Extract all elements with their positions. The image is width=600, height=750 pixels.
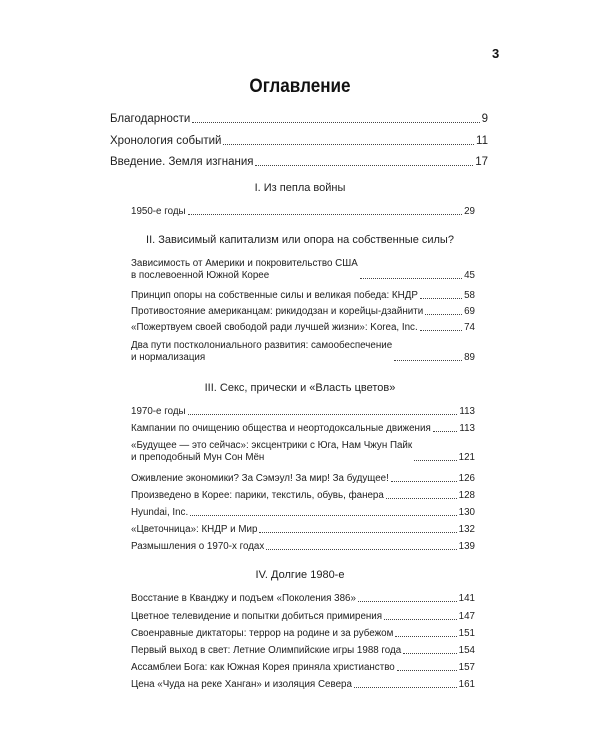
leader-dots: [259, 531, 456, 533]
toc-entry[interactable]: [131, 290, 475, 302]
leader-dots: [358, 600, 457, 602]
toc-entry[interactable]: [131, 679, 475, 691]
leader-dots: [188, 413, 458, 415]
toc-entry-page: 154: [458, 645, 475, 656]
toc-entry[interactable]: [131, 593, 475, 605]
toc-entry-text: Произведено в Корее: парики, текстиль, обувь, фанера: [131, 490, 384, 501]
toc-entry-page: 45: [464, 270, 475, 282]
section-heading-3: III. Секс, прически и «Власть цветов»: [204, 382, 396, 394]
toc-entry-text: Зависимость от Америки и покровительство США в послевоенной Южной Корее: [131, 258, 358, 282]
toc-entry-text: Хронология событий: [110, 135, 222, 147]
leader-dots: [414, 459, 456, 461]
leader-dots: [420, 297, 462, 299]
toc-entry[interactable]: [131, 322, 475, 334]
toc-entry-text: «Будущее — это сейчас»: эксцентрики с Юга, Нам Чжун Пайк и преподобный Мун Сон Мён: [131, 440, 413, 464]
toc-entry-page: 126: [458, 473, 475, 484]
toc-entry-text: Hyundai, Inc.: [131, 507, 189, 518]
toc-entry-text: Кампании по очищению общества и неортодоксальные движения: [131, 423, 431, 434]
toc-entry-text: Два пути постколониального развития: самообеспечение и нормализация: [131, 340, 393, 364]
toc-entry[interactable]: [131, 645, 475, 657]
toc-entry-page: 161: [458, 679, 475, 690]
toc-entry-page: 113: [459, 406, 475, 417]
toc-entry[interactable]: [131, 490, 475, 502]
toc-entry-text: Цена «Чуда на реке Ханган» и изоляция Севера: [131, 679, 352, 690]
toc-entry-text: Благодарности: [110, 113, 191, 125]
toc-entry-page: 121: [458, 452, 475, 464]
toc-entry-introduction[interactable]: [110, 155, 488, 169]
toc-entry-text: Введение. Земля изгнания: [110, 156, 254, 168]
toc-entry[interactable]: [131, 524, 475, 536]
toc-entry-text: Ассамблеи Бога: как Южная Корея приняла христианство: [131, 662, 395, 673]
toc-entry-page: 69: [464, 306, 475, 317]
leader-dots: [395, 635, 456, 637]
toc-entry-page: 9: [481, 113, 488, 125]
leader-dots: [386, 497, 457, 499]
leader-dots: [354, 686, 457, 688]
toc-entry-page: 17: [475, 156, 488, 168]
leader-dots: [397, 669, 457, 671]
toc-entry[interactable]: [131, 423, 475, 435]
toc-entry-page: 157: [458, 662, 475, 673]
toc-entry-page: 58: [464, 290, 475, 301]
toc-entry[interactable]: [131, 628, 475, 640]
leader-dots: [190, 514, 456, 516]
toc-entry-text: Восстание в Кванджу и подъем «Поколения 386»: [131, 593, 356, 604]
toc-entry-page: 113: [459, 423, 475, 434]
leader-dots: [188, 213, 463, 215]
section-heading-4: IV. Долгие 1980-е: [255, 569, 345, 581]
toc-entry-page: 128: [458, 490, 475, 501]
toc-entry-text: «Цветочница»: КНДР и Мир: [131, 524, 258, 535]
leader-dots: [384, 618, 457, 620]
toc-entry-text: Первый выход в свет: Летние Олимпийские игры 1988 года: [131, 645, 402, 656]
section-heading-1: I. Из пепла войны: [254, 182, 346, 194]
toc-entry[interactable]: [131, 440, 475, 464]
toc-entry-page: 130: [458, 507, 475, 518]
toc-entry-page: 74: [464, 322, 475, 333]
toc-entry-page: 11: [476, 135, 488, 147]
page-title: Оглавление: [249, 76, 351, 97]
toc-entry-page: 89: [464, 352, 475, 364]
toc-entry-text: Своенравные диктаторы: террор на родине и за рубежом: [131, 628, 394, 639]
leader-dots: [403, 652, 456, 654]
leader-dots: [192, 121, 479, 123]
toc-entry[interactable]: [131, 507, 475, 519]
page-number: 3: [492, 46, 500, 61]
toc-entry[interactable]: [131, 473, 475, 485]
toc-entry[interactable]: [131, 258, 475, 282]
toc-entry-text: 1970-е годы: [131, 406, 186, 417]
toc-entry[interactable]: [131, 611, 475, 623]
toc-entry-page: 139: [458, 541, 475, 552]
toc-entry-text: «Пожертвуем своей свободой ради лучшей жизни»: Korea, Inc.: [131, 322, 418, 333]
toc-entry[interactable]: [131, 340, 475, 364]
leader-dots: [223, 143, 474, 145]
toc-entry-text: Размышления о 1970-х годах: [131, 541, 265, 552]
toc-entry-text: Противостояние американцам: рикидодзан и корейцы-дзайнити: [131, 306, 424, 317]
leader-dots: [391, 480, 457, 482]
toc-entry-page: 147: [458, 611, 475, 622]
toc-entry-page: 151: [458, 628, 475, 639]
toc-entry[interactable]: [131, 206, 475, 218]
leader-dots: [433, 430, 458, 432]
leader-dots: [360, 277, 462, 279]
toc-entry-text: 1950-е годы: [131, 206, 186, 217]
section-heading-2: II. Зависимый капитализм или опора на собственные силы?: [146, 234, 454, 246]
toc-entry-text: Принцип опоры на собственные силы и великая победа: КНДР: [131, 290, 418, 301]
toc-entry-text: Цветное телевидение и попытки добиться примирения: [131, 611, 383, 622]
toc-entry-page: 132: [458, 524, 475, 535]
toc-entry-page: 29: [464, 206, 475, 217]
leader-dots: [255, 164, 473, 166]
toc-entry-acknowledgements[interactable]: [110, 112, 488, 126]
leader-dots: [425, 313, 462, 315]
toc-entry-chronology[interactable]: [110, 134, 488, 148]
toc-entry[interactable]: [131, 306, 475, 318]
toc-entry[interactable]: [131, 406, 475, 418]
toc-entry-text: Оживление экономики? За Сэмэул! За мир! За будущее!: [131, 473, 389, 484]
leader-dots: [266, 548, 456, 550]
toc-entry-page: 141: [458, 593, 475, 604]
leader-dots: [420, 329, 462, 331]
toc-entry[interactable]: [131, 541, 475, 553]
leader-dots: [394, 359, 462, 361]
toc-entry[interactable]: [131, 662, 475, 674]
